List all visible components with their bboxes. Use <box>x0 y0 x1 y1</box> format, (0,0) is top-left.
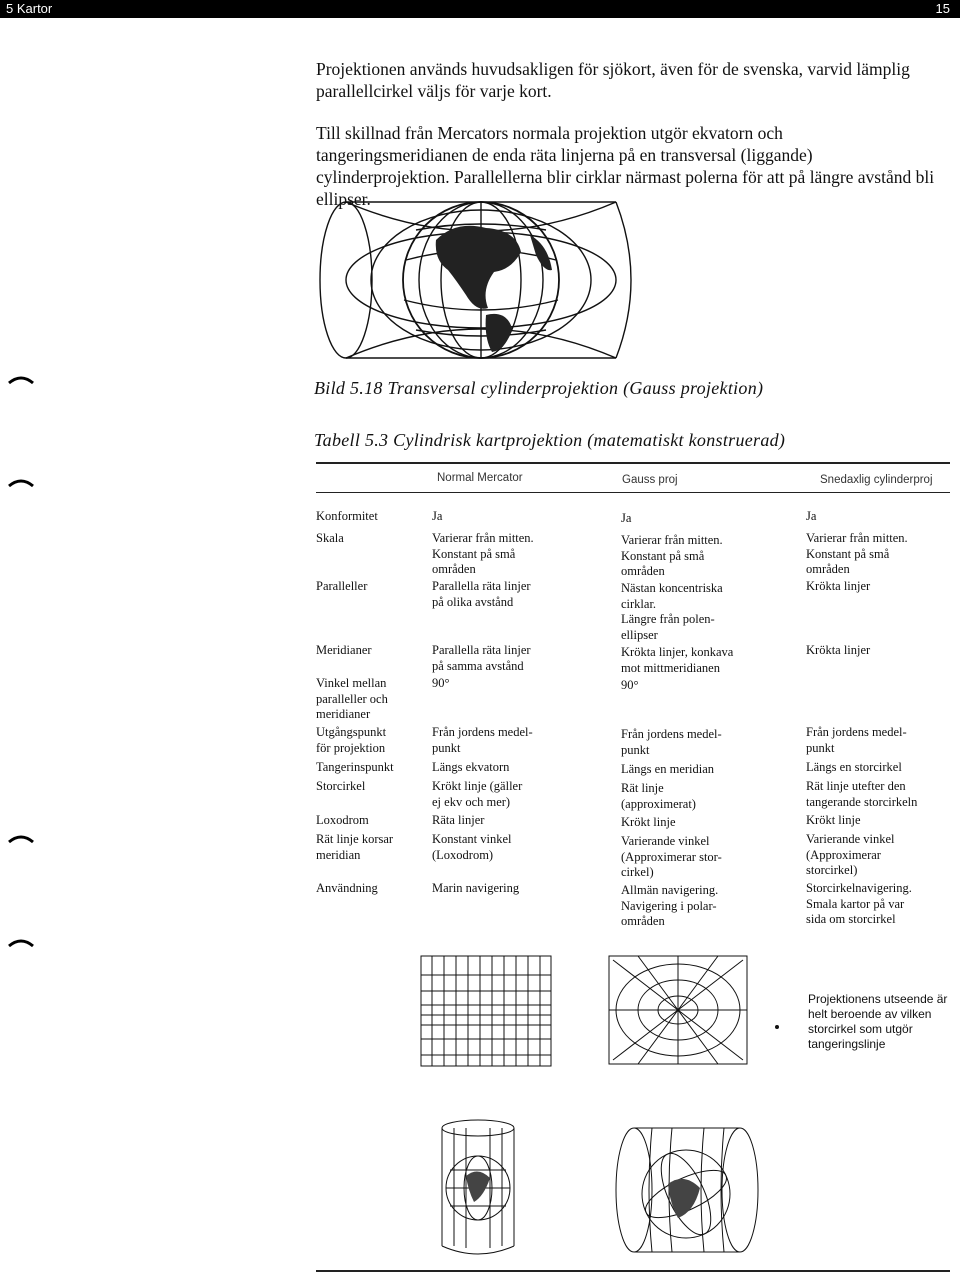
bullet-dot <box>775 1025 779 1029</box>
table-cell: Krökta linjer <box>806 643 871 657</box>
table-cell: Krökta linjer, konkava mot mittmeridianen <box>621 645 734 675</box>
table-cell: Parallella räta linjer på samma avstånd <box>432 643 531 673</box>
table-cell: Rät linje utefter den tangerande storcirkeln <box>806 779 918 809</box>
table-cell: Krökta linjer <box>806 579 871 593</box>
table-cell: Från jordens medel- punkt <box>621 727 722 757</box>
table-cell: Ja <box>432 509 443 523</box>
margin-mark <box>8 477 34 487</box>
table-cell: Varierar från mitten. Konstant på små områden <box>621 533 723 578</box>
gauss-grid-diagram <box>608 955 748 1065</box>
row-label: Paralleller <box>316 579 368 593</box>
row-label: Loxodrom <box>316 813 369 827</box>
col-header-snedaxlig: Snedaxlig cylinderproj <box>820 474 933 486</box>
oblique-cylinder-diagram <box>612 1122 760 1258</box>
table-cell: Ja <box>621 511 632 525</box>
table-cell: Ja <box>806 509 817 523</box>
table-cell: Från jordens medel- punkt <box>806 725 907 755</box>
table-cell: Längs ekvatorn <box>432 760 510 774</box>
row-label: Konformitet <box>316 509 378 523</box>
table-cell: Varierar från mitten. Konstant på små områden <box>806 531 908 576</box>
row-label: Storcirkel <box>316 779 366 793</box>
table-cell: 90° <box>432 676 450 690</box>
row-label: Användning <box>316 881 378 895</box>
table-cell: Krökt linje <box>621 815 676 829</box>
figure-caption: Bild 5.18 Transversal cylinderprojektion (Gauss projektion) <box>314 378 764 398</box>
page-header <box>0 0 960 18</box>
bottom-rule <box>316 1270 950 1272</box>
table-cell: Allmän navigering. Navigering i polar- områden <box>621 883 719 928</box>
table-cell: Krökt linje (gäller ej ekv och mer) <box>432 779 523 809</box>
table-header-rule <box>316 492 950 493</box>
row-label: Meridianer <box>316 643 372 657</box>
row-label: Tangerinspunkt <box>316 760 394 774</box>
normal-cylinder-diagram <box>438 1118 518 1258</box>
table-cell: Krökt linje <box>806 813 861 827</box>
mercator-grid-diagram <box>420 955 552 1067</box>
table-cell: Längs en storcirkel <box>806 760 902 774</box>
table-cell: 90° <box>621 678 639 692</box>
table-cell: Nästan koncentriska cirklar. Längre från polen- ellipser <box>621 581 723 642</box>
table-cell: Varierar från mitten. Konstant på små områden <box>432 531 534 576</box>
row-label: Utgångspunkt för projektion <box>316 725 387 755</box>
table-cell: Varierande vinkel (Approximerar stor- cirkel) <box>621 834 722 879</box>
row-label: Rät linje korsar meridian <box>316 832 394 862</box>
side-note: Projektionens utseende är helt beroende av vilken storcirkel som utgör tangeringslinje <box>808 992 948 1051</box>
table-caption: Tabell 5.3 Cylindrisk kartprojektion (matematiskt konstruerad) <box>314 430 786 450</box>
margin-mark <box>8 374 34 384</box>
table-cell: Storcirkelnavigering. Smala kartor på var sida om storcirkel <box>806 881 912 926</box>
table-cell: Varierande vinkel (Approximerar storcirkel) <box>806 832 895 877</box>
table-cell: Rät linje (approximerat) <box>621 781 696 811</box>
col-header-gauss: Gauss proj <box>622 474 678 486</box>
table-cell: Marin navigering <box>432 881 520 895</box>
table-cell: Från jordens medel- punkt <box>432 725 533 755</box>
page-number: 15 <box>935 1 950 16</box>
table-top-rule <box>316 462 950 464</box>
row-label: Skala <box>316 531 344 545</box>
margin-mark <box>8 833 34 843</box>
table-cell: Räta linjer <box>432 813 485 827</box>
chapter-title: 5 Kartor <box>6 1 53 16</box>
paragraph-1: Projektionen används huvudsakligen för sjökort, även för de svenska, varvid lämplig parallellcirkel väljs för varje kort. <box>316 59 910 101</box>
margin-mark <box>8 937 34 947</box>
row-label: Vinkel mellan paralleller och meridianer <box>316 676 388 721</box>
table-cell: Längs en meridian <box>621 762 715 776</box>
table-cell: Konstant vinkel (Loxodrom) <box>432 832 512 862</box>
col-header-mercator: Normal Mercator <box>437 472 523 484</box>
table-cell: Parallella räta linjer på olika avstånd <box>432 579 531 609</box>
paragraph-2: Till skillnad från Mercators normala projektion utgör ekvatorn och tangeringsmeridianen de enda räta linjerna på en transversal (liggande) cylinderprojektion. Parallellerna blir cirklar närmast polerna för att på längre avstånd bli ellipser. <box>316 123 935 209</box>
transverse-cylinder-figure <box>316 200 646 360</box>
